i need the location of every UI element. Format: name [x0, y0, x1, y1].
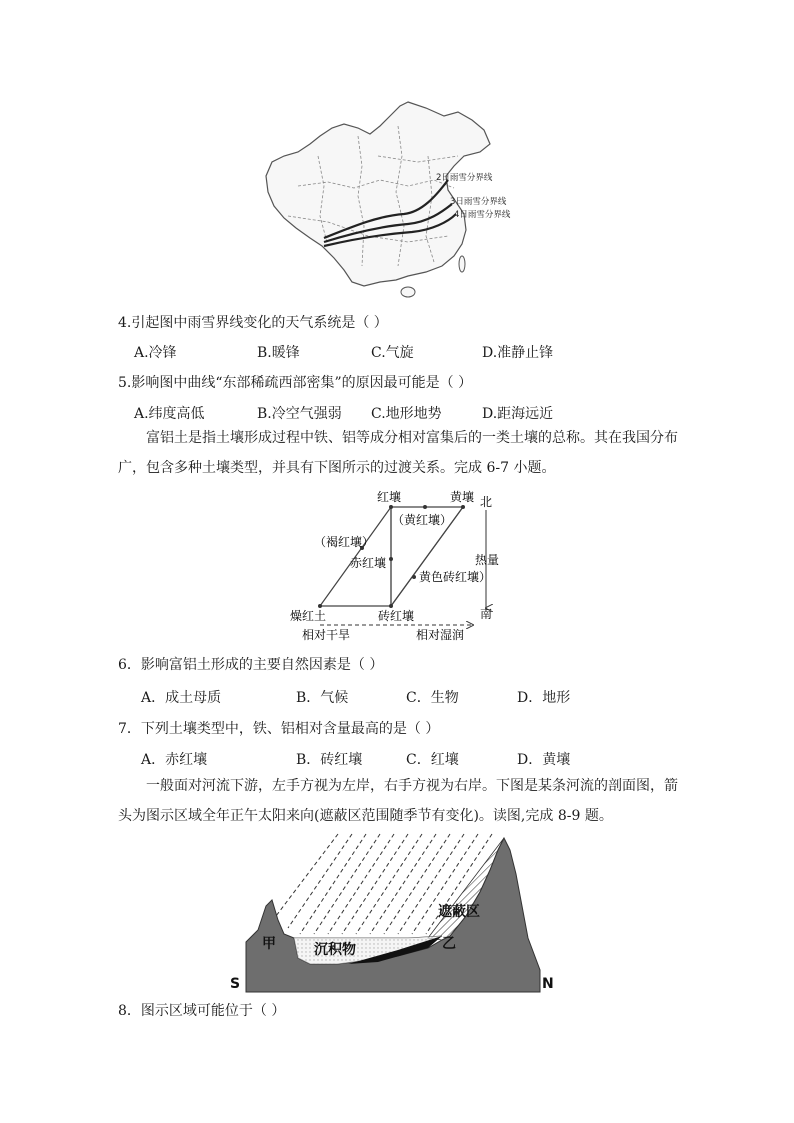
label-jia: 甲: [262, 936, 276, 952]
label-huangsezhuanhongrang: 黄色砖红壤）: [419, 570, 492, 584]
q5-option-a[interactable]: A.纬度高低: [134, 406, 205, 422]
label-s: S: [230, 976, 241, 992]
label-heat: 热量: [475, 553, 500, 567]
soil-transition-diagram: [280, 486, 520, 646]
label-north: 北: [480, 495, 493, 509]
q5-option-c[interactable]: C.地形地势: [371, 406, 442, 422]
q4-option-c[interactable]: C.气旋: [371, 345, 414, 361]
label-wet: 相对湿润: [416, 628, 465, 642]
intro-8-9: 一般面对河流下游，左手方视为左岸，右手方视为右岸。下图是某条河流的剖面图，箭头为图示区域全年正午太阳来向(遮蔽区范围随季节有变化)。读图,完成 8-9 题。: [118, 778, 678, 824]
label-zaohongtu: 燥红土: [290, 609, 327, 623]
taiwan-island: [459, 256, 465, 272]
label-hehongrang: （褐红壤）: [314, 535, 375, 549]
map-label-day3: 3日雨雪分界线: [450, 197, 507, 207]
label-huanghongrang: （黄红壤）: [392, 513, 453, 527]
question-5-stem: 5.影响图中曲线“东部稀疏西部密集”的原因最可能是（ ）: [118, 375, 473, 391]
question-6-stem: 6．影响富铝土形成的主要自然因素是（ ）: [118, 657, 384, 673]
label-hongrang: 红壤: [377, 490, 402, 504]
label-shadow: 遮蔽区: [438, 904, 480, 920]
question-7-stem: 7．下列土壤类型中，铁、铝相对含量最高的是（ ）: [118, 721, 440, 737]
q6-option-a[interactable]: A．成土母质: [141, 690, 222, 706]
q5-option-d[interactable]: D.距海远近: [482, 406, 554, 422]
map-label-day4: 4日雨雪分界线: [454, 210, 511, 220]
label-south: 南: [480, 607, 493, 621]
label-dry: 相对干旱: [302, 628, 351, 642]
q5-option-b[interactable]: B.冷空气强弱: [257, 406, 342, 422]
label-zhuanhongrang: 砖红壤: [378, 609, 415, 623]
q4-option-d[interactable]: D.准静止锋: [482, 345, 554, 361]
label-sediment: 沉积物: [314, 942, 356, 958]
china-map-figure: [258, 96, 520, 300]
question-8-stem: 8．图示区域可能位于（ ）: [118, 1003, 286, 1019]
q4-option-b[interactable]: B.暖锋: [257, 345, 300, 361]
q6-option-c[interactable]: C．生物: [406, 690, 459, 706]
q7-option-a[interactable]: A．赤红壤: [141, 752, 208, 768]
q6-option-d[interactable]: D．地形: [517, 690, 571, 706]
question-4-stem: 4.引起图中雨雪界线变化的天气系统是（ ）: [118, 315, 388, 331]
intro-6-7: 富铝土是指土壤形成过程中铁、铝等成分相对富集后的一类土壤的总称。其在我国分布广，包含多种土壤类型，并具有下图所示的过渡关系。完成 6-7 小题。: [118, 430, 678, 476]
map-label-day2: 2日雨雪分界线: [436, 173, 493, 183]
label-huangrang: 黄壤: [450, 490, 475, 504]
q7-option-d[interactable]: D．黄壤: [517, 752, 571, 768]
label-yi: 乙: [442, 936, 456, 952]
q7-option-c[interactable]: C．红壤: [406, 752, 459, 768]
river-cross-section: [228, 830, 568, 994]
q7-option-b[interactable]: B．砖红壤: [296, 752, 363, 768]
label-n: N: [542, 976, 554, 992]
hainan-island: [401, 287, 415, 297]
q4-option-a[interactable]: A.冷锋: [134, 345, 177, 361]
label-chihongrang: 赤红壤: [350, 556, 387, 570]
q6-option-b[interactable]: B．气候: [296, 690, 349, 706]
